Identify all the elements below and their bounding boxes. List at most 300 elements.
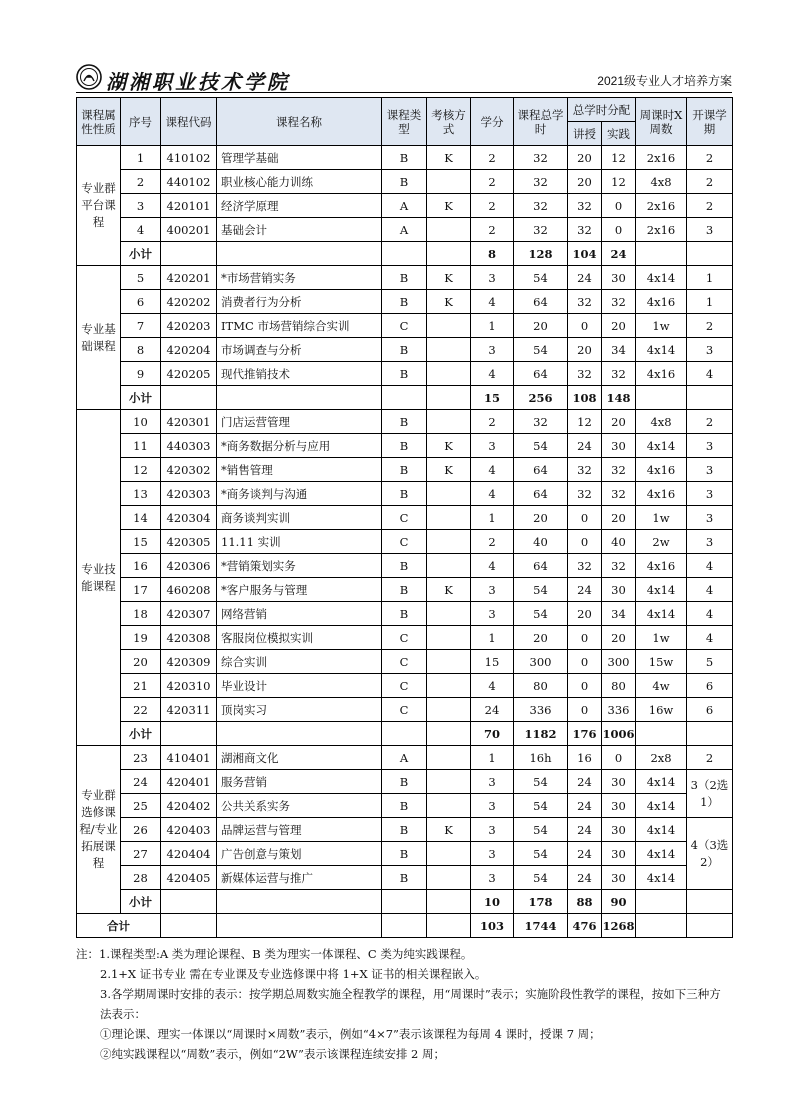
cell-credit: 1 bbox=[471, 314, 514, 338]
cell-total: 16h bbox=[514, 746, 568, 770]
cell-name: 11.11 实训 bbox=[217, 530, 382, 554]
cell-weekly: 4x14 bbox=[636, 842, 687, 866]
cell-exam bbox=[427, 314, 471, 338]
cell-no: 18 bbox=[121, 602, 161, 626]
cell-name: *市场营销实务 bbox=[217, 266, 382, 290]
school-logo-icon bbox=[76, 64, 102, 90]
cell-no: 9 bbox=[121, 362, 161, 386]
cell-type: B bbox=[382, 602, 427, 626]
cell-type: B bbox=[382, 818, 427, 842]
total-hours: 1744 bbox=[514, 914, 568, 938]
cell-pra: 12 bbox=[602, 146, 636, 170]
cell-name: ITMC 市场营销综合实训 bbox=[217, 314, 382, 338]
cell-weekly: 4x8 bbox=[636, 170, 687, 194]
cell-exam bbox=[427, 410, 471, 434]
cell-name: 客服岗位模拟实训 bbox=[217, 626, 382, 650]
cell-credit: 2 bbox=[471, 170, 514, 194]
header-exam: 考核方式 bbox=[427, 98, 471, 146]
cell-pra: 32 bbox=[602, 482, 636, 506]
cell-empty bbox=[427, 890, 471, 914]
cell-term: 4 bbox=[687, 578, 733, 602]
cell-empty bbox=[687, 890, 733, 914]
cell-pra: 0 bbox=[602, 194, 636, 218]
cell-code: 440102 bbox=[161, 170, 217, 194]
cell-no: 10 bbox=[121, 410, 161, 434]
cell-code: 420203 bbox=[161, 314, 217, 338]
cell-weekly: 2x8 bbox=[636, 746, 687, 770]
table-row bbox=[77, 338, 733, 362]
cell-code: 420205 bbox=[161, 362, 217, 386]
cell-lec: 32 bbox=[568, 362, 602, 386]
cell-term: 3 bbox=[687, 434, 733, 458]
table-row bbox=[77, 746, 733, 770]
cell-total: 64 bbox=[514, 362, 568, 386]
cell-exam bbox=[427, 170, 471, 194]
table-row bbox=[77, 506, 733, 530]
cell-name: 公共关系实务 bbox=[217, 794, 382, 818]
total-practice: 1268 bbox=[602, 914, 636, 938]
cell-credit: 3 bbox=[471, 842, 514, 866]
table-row bbox=[77, 818, 733, 842]
cell-weekly: 2x16 bbox=[636, 218, 687, 242]
cell-pra: 40 bbox=[602, 530, 636, 554]
page-header bbox=[76, 64, 732, 92]
subtotal-row bbox=[77, 890, 733, 914]
cell-pra: 30 bbox=[602, 866, 636, 890]
note-5: ②纯实践课程以“周数”表示，例如“2W”表示该课程连续安排 2 周； bbox=[100, 1047, 445, 1061]
cell-type: A bbox=[382, 194, 427, 218]
cell-credit: 15 bbox=[471, 650, 514, 674]
cell-type: B bbox=[382, 842, 427, 866]
cell-term: 2 bbox=[687, 194, 733, 218]
cell-no: 22 bbox=[121, 698, 161, 722]
cell-code: 410401 bbox=[161, 746, 217, 770]
cell-exam bbox=[427, 674, 471, 698]
cell-code: 420301 bbox=[161, 410, 217, 434]
cell-term: 3 bbox=[687, 218, 733, 242]
cell-empty bbox=[636, 386, 687, 410]
total-row bbox=[77, 914, 733, 938]
cell-type: C bbox=[382, 650, 427, 674]
cell-pra: 30 bbox=[602, 578, 636, 602]
cell-name: *商务谈判与沟通 bbox=[217, 482, 382, 506]
cell-weekly: 4x16 bbox=[636, 554, 687, 578]
cell-weekly: 4x16 bbox=[636, 290, 687, 314]
cell-exam bbox=[427, 506, 471, 530]
cell-total: 64 bbox=[514, 458, 568, 482]
note-3: 3.各学期周课时安排的表示：按学期总周数实施全程教学的课程，用“周课时”表示；实施阶段性教学的课程，按如下三种方法表示： bbox=[100, 987, 721, 1021]
subtotal-label: 小计 bbox=[121, 722, 161, 746]
cell-name: 经济学原理 bbox=[217, 194, 382, 218]
cell-total: 32 bbox=[514, 146, 568, 170]
cell-no: 19 bbox=[121, 626, 161, 650]
cell-total: 54 bbox=[514, 818, 568, 842]
cell-code: 420202 bbox=[161, 290, 217, 314]
table-row bbox=[77, 194, 733, 218]
cell-pra: 20 bbox=[602, 506, 636, 530]
cell-weekly: 2x16 bbox=[636, 194, 687, 218]
cell-code: 420101 bbox=[161, 194, 217, 218]
cell-empty bbox=[382, 242, 427, 266]
cell-total: 32 bbox=[514, 170, 568, 194]
cell-exam: K bbox=[427, 578, 471, 602]
subtotal-lecture: 108 bbox=[568, 386, 602, 410]
cell-name: 基础会计 bbox=[217, 218, 382, 242]
cell-total: 336 bbox=[514, 698, 568, 722]
cell-name: 市场调查与分析 bbox=[217, 338, 382, 362]
cell-total: 20 bbox=[514, 314, 568, 338]
subtotal-practice: 148 bbox=[602, 386, 636, 410]
cell-no: 1 bbox=[121, 146, 161, 170]
subtotal-credit: 8 bbox=[471, 242, 514, 266]
cell-pra: 30 bbox=[602, 842, 636, 866]
cell-no: 3 bbox=[121, 194, 161, 218]
school-name: 湖湘职业技术学院 bbox=[106, 70, 290, 94]
cell-term: 4 bbox=[687, 362, 733, 386]
cell-term: 1 bbox=[687, 290, 733, 314]
cell-term: 1 bbox=[687, 266, 733, 290]
cell-total: 40 bbox=[514, 530, 568, 554]
cell-term: 2 bbox=[687, 314, 733, 338]
header-no: 序号 bbox=[121, 98, 161, 146]
cell-total: 54 bbox=[514, 794, 568, 818]
cell-no: 26 bbox=[121, 818, 161, 842]
cell-weekly: 4w bbox=[636, 674, 687, 698]
cell-exam bbox=[427, 794, 471, 818]
cell-type: C bbox=[382, 674, 427, 698]
cell-code: 420303 bbox=[161, 482, 217, 506]
cell-name: *商务数据分析与应用 bbox=[217, 434, 382, 458]
cell-total: 54 bbox=[514, 338, 568, 362]
cell-term: 3（2选1） bbox=[687, 770, 733, 818]
cell-code: 420304 bbox=[161, 506, 217, 530]
subtotal-credit: 70 bbox=[471, 722, 514, 746]
cell-empty bbox=[687, 386, 733, 410]
cell-lec: 24 bbox=[568, 266, 602, 290]
notes bbox=[76, 944, 732, 1064]
cell-type: A bbox=[382, 746, 427, 770]
cell-type: B bbox=[382, 434, 427, 458]
cell-no: 27 bbox=[121, 842, 161, 866]
cell-credit: 4 bbox=[471, 290, 514, 314]
header-total: 课程总学时 bbox=[514, 98, 568, 146]
cell-no: 16 bbox=[121, 554, 161, 578]
cell-code: 420404 bbox=[161, 842, 217, 866]
cell-type: C bbox=[382, 698, 427, 722]
cell-credit: 1 bbox=[471, 746, 514, 770]
cell-weekly: 15w bbox=[636, 650, 687, 674]
cell-lec: 0 bbox=[568, 650, 602, 674]
cell-credit: 24 bbox=[471, 698, 514, 722]
group-label: 专业技能课程 bbox=[77, 410, 121, 746]
cell-weekly: 4x16 bbox=[636, 458, 687, 482]
cell-type: A bbox=[382, 218, 427, 242]
table-row bbox=[77, 794, 733, 818]
cell-code: 420311 bbox=[161, 698, 217, 722]
cell-total: 54 bbox=[514, 842, 568, 866]
cell-no: 2 bbox=[121, 170, 161, 194]
cell-exam bbox=[427, 626, 471, 650]
cell-weekly: 16w bbox=[636, 698, 687, 722]
cell-lec: 0 bbox=[568, 674, 602, 698]
cell-empty bbox=[161, 914, 217, 938]
cell-type: B bbox=[382, 410, 427, 434]
cell-weekly: 4x14 bbox=[636, 434, 687, 458]
header-weekly: 周课时X周数 bbox=[636, 98, 687, 146]
cell-type: B bbox=[382, 266, 427, 290]
table-body bbox=[77, 146, 733, 938]
cell-total: 80 bbox=[514, 674, 568, 698]
cell-term: 5 bbox=[687, 650, 733, 674]
cell-empty bbox=[382, 722, 427, 746]
table-row bbox=[77, 650, 733, 674]
cell-exam bbox=[427, 866, 471, 890]
cell-type: C bbox=[382, 314, 427, 338]
cell-empty bbox=[382, 914, 427, 938]
subtotal-label: 小计 bbox=[121, 386, 161, 410]
subtotal-practice: 1006 bbox=[602, 722, 636, 746]
cell-exam: K bbox=[427, 458, 471, 482]
subtotal-total: 128 bbox=[514, 242, 568, 266]
cell-type: B bbox=[382, 146, 427, 170]
cell-exam bbox=[427, 530, 471, 554]
cell-lec: 24 bbox=[568, 866, 602, 890]
cell-credit: 2 bbox=[471, 194, 514, 218]
table-row bbox=[77, 578, 733, 602]
cell-total: 20 bbox=[514, 506, 568, 530]
table-row bbox=[77, 770, 733, 794]
cell-code: 420307 bbox=[161, 602, 217, 626]
cell-name: 现代推销技术 bbox=[217, 362, 382, 386]
cell-empty bbox=[636, 722, 687, 746]
cell-code: 420310 bbox=[161, 674, 217, 698]
cell-empty bbox=[636, 890, 687, 914]
cell-code: 420401 bbox=[161, 770, 217, 794]
cell-credit: 1 bbox=[471, 626, 514, 650]
group-label: 专业群平台课程 bbox=[77, 146, 121, 266]
table-row bbox=[77, 458, 733, 482]
course-table bbox=[76, 97, 733, 938]
cell-no: 17 bbox=[121, 578, 161, 602]
cell-pra: 32 bbox=[602, 362, 636, 386]
cell-code: 420308 bbox=[161, 626, 217, 650]
cell-exam bbox=[427, 650, 471, 674]
subtotal-credit: 15 bbox=[471, 386, 514, 410]
cell-pra: 32 bbox=[602, 290, 636, 314]
cell-empty bbox=[217, 890, 382, 914]
subtotal-label: 小计 bbox=[121, 890, 161, 914]
cell-lec: 16 bbox=[568, 746, 602, 770]
table-row bbox=[77, 314, 733, 338]
cell-lec: 12 bbox=[568, 410, 602, 434]
cell-type: B bbox=[382, 170, 427, 194]
cell-type: B bbox=[382, 290, 427, 314]
header-practice: 实践 bbox=[602, 122, 636, 146]
cell-term: 3 bbox=[687, 506, 733, 530]
cell-term: 3 bbox=[687, 482, 733, 506]
cell-name: 消费者行为分析 bbox=[217, 290, 382, 314]
table-row bbox=[77, 290, 733, 314]
cell-name: 网络营销 bbox=[217, 602, 382, 626]
cell-exam bbox=[427, 554, 471, 578]
table-row bbox=[77, 626, 733, 650]
cell-no: 5 bbox=[121, 266, 161, 290]
cell-code: 400201 bbox=[161, 218, 217, 242]
cell-exam bbox=[427, 218, 471, 242]
cell-weekly: 4x14 bbox=[636, 578, 687, 602]
cell-no: 20 bbox=[121, 650, 161, 674]
cell-code: 420305 bbox=[161, 530, 217, 554]
cell-name: 综合实训 bbox=[217, 650, 382, 674]
cell-type: B bbox=[382, 482, 427, 506]
cell-total: 64 bbox=[514, 290, 568, 314]
subtotal-row bbox=[77, 722, 733, 746]
table-row bbox=[77, 866, 733, 890]
cell-exam: K bbox=[427, 266, 471, 290]
cell-empty bbox=[687, 242, 733, 266]
cell-type: B bbox=[382, 338, 427, 362]
cell-pra: 80 bbox=[602, 674, 636, 698]
cell-empty bbox=[427, 242, 471, 266]
cell-credit: 2 bbox=[471, 218, 514, 242]
cell-total: 54 bbox=[514, 866, 568, 890]
cell-weekly: 2x16 bbox=[636, 146, 687, 170]
cell-name: 毕业设计 bbox=[217, 674, 382, 698]
cell-lec: 32 bbox=[568, 218, 602, 242]
cell-code: 420201 bbox=[161, 266, 217, 290]
cell-exam: K bbox=[427, 818, 471, 842]
cell-term: 6 bbox=[687, 698, 733, 722]
cell-lec: 24 bbox=[568, 842, 602, 866]
cell-weekly: 4x14 bbox=[636, 794, 687, 818]
cell-pra: 300 bbox=[602, 650, 636, 674]
cell-pra: 12 bbox=[602, 170, 636, 194]
cell-name: 湖湘商文化 bbox=[217, 746, 382, 770]
cell-pra: 32 bbox=[602, 458, 636, 482]
cell-pra: 30 bbox=[602, 770, 636, 794]
cell-credit: 4 bbox=[471, 554, 514, 578]
cell-code: 420309 bbox=[161, 650, 217, 674]
cell-no: 6 bbox=[121, 290, 161, 314]
cell-empty bbox=[427, 722, 471, 746]
subtotal-total: 178 bbox=[514, 890, 568, 914]
subtotal-label: 小计 bbox=[121, 242, 161, 266]
cell-total: 32 bbox=[514, 410, 568, 434]
cell-no: 13 bbox=[121, 482, 161, 506]
cell-lec: 32 bbox=[568, 458, 602, 482]
cell-pra: 32 bbox=[602, 554, 636, 578]
cell-no: 14 bbox=[121, 506, 161, 530]
cell-term: 6 bbox=[687, 674, 733, 698]
cell-term: 4（3选2） bbox=[687, 818, 733, 890]
cell-total: 54 bbox=[514, 602, 568, 626]
subtotal-practice: 90 bbox=[602, 890, 636, 914]
cell-credit: 2 bbox=[471, 146, 514, 170]
cell-exam: K bbox=[427, 434, 471, 458]
cell-credit: 3 bbox=[471, 770, 514, 794]
subtotal-lecture: 176 bbox=[568, 722, 602, 746]
cell-name: *客户服务与管理 bbox=[217, 578, 382, 602]
cell-empty bbox=[382, 890, 427, 914]
cell-term: 4 bbox=[687, 554, 733, 578]
group-label: 专业基础课程 bbox=[77, 266, 121, 410]
cell-lec: 20 bbox=[568, 146, 602, 170]
table-row bbox=[77, 674, 733, 698]
cell-term: 3 bbox=[687, 338, 733, 362]
cell-name: 顶岗实习 bbox=[217, 698, 382, 722]
note-4: ①理论课、理实一体课以“周课时×周数”表示，例如“4×7”表示该课程为每周 4 课时，授课 7 周； bbox=[100, 1027, 601, 1041]
cell-name: *销售管理 bbox=[217, 458, 382, 482]
cell-lec: 32 bbox=[568, 482, 602, 506]
cell-term: 4 bbox=[687, 602, 733, 626]
cell-lec: 0 bbox=[568, 506, 602, 530]
cell-name: 品牌运营与管理 bbox=[217, 818, 382, 842]
header-rule bbox=[76, 92, 732, 93]
cell-total: 64 bbox=[514, 482, 568, 506]
cell-credit: 4 bbox=[471, 362, 514, 386]
cell-credit: 3 bbox=[471, 866, 514, 890]
cell-term: 2 bbox=[687, 410, 733, 434]
cell-type: B bbox=[382, 578, 427, 602]
cell-type: B bbox=[382, 554, 427, 578]
cell-exam bbox=[427, 362, 471, 386]
cell-name: 新媒体运营与推广 bbox=[217, 866, 382, 890]
cell-pra: 0 bbox=[602, 746, 636, 770]
cell-total: 32 bbox=[514, 218, 568, 242]
cell-credit: 3 bbox=[471, 818, 514, 842]
cell-pra: 20 bbox=[602, 410, 636, 434]
cell-no: 23 bbox=[121, 746, 161, 770]
cell-credit: 3 bbox=[471, 338, 514, 362]
cell-type: C bbox=[382, 530, 427, 554]
cell-weekly: 1w bbox=[636, 314, 687, 338]
cell-pra: 34 bbox=[602, 338, 636, 362]
cell-pra: 336 bbox=[602, 698, 636, 722]
cell-lec: 24 bbox=[568, 794, 602, 818]
cell-code: 420403 bbox=[161, 818, 217, 842]
cell-pra: 30 bbox=[602, 818, 636, 842]
cell-pra: 30 bbox=[602, 434, 636, 458]
cell-lec: 0 bbox=[568, 314, 602, 338]
cell-term: 3 bbox=[687, 530, 733, 554]
cell-exam: K bbox=[427, 146, 471, 170]
table-row bbox=[77, 266, 733, 290]
cell-empty bbox=[161, 386, 217, 410]
header-nature: 课程属性性质 bbox=[77, 98, 121, 146]
cell-name: *营销策划实务 bbox=[217, 554, 382, 578]
cell-pra: 34 bbox=[602, 602, 636, 626]
cell-no: 4 bbox=[121, 218, 161, 242]
cell-weekly: 4x16 bbox=[636, 362, 687, 386]
cell-total: 32 bbox=[514, 194, 568, 218]
cell-weekly: 4x14 bbox=[636, 266, 687, 290]
table-header bbox=[77, 98, 733, 146]
cell-exam bbox=[427, 482, 471, 506]
cell-lec: 0 bbox=[568, 626, 602, 650]
header-type: 课程类型 bbox=[382, 98, 427, 146]
cell-empty bbox=[161, 242, 217, 266]
cell-credit: 3 bbox=[471, 434, 514, 458]
cell-type: B bbox=[382, 794, 427, 818]
table-row bbox=[77, 170, 733, 194]
cell-credit: 1 bbox=[471, 506, 514, 530]
cell-credit: 2 bbox=[471, 410, 514, 434]
subtotal-row bbox=[77, 386, 733, 410]
cell-no: 11 bbox=[121, 434, 161, 458]
cell-empty bbox=[687, 914, 733, 938]
cell-weekly: 1w bbox=[636, 506, 687, 530]
header-code: 课程代码 bbox=[161, 98, 217, 146]
